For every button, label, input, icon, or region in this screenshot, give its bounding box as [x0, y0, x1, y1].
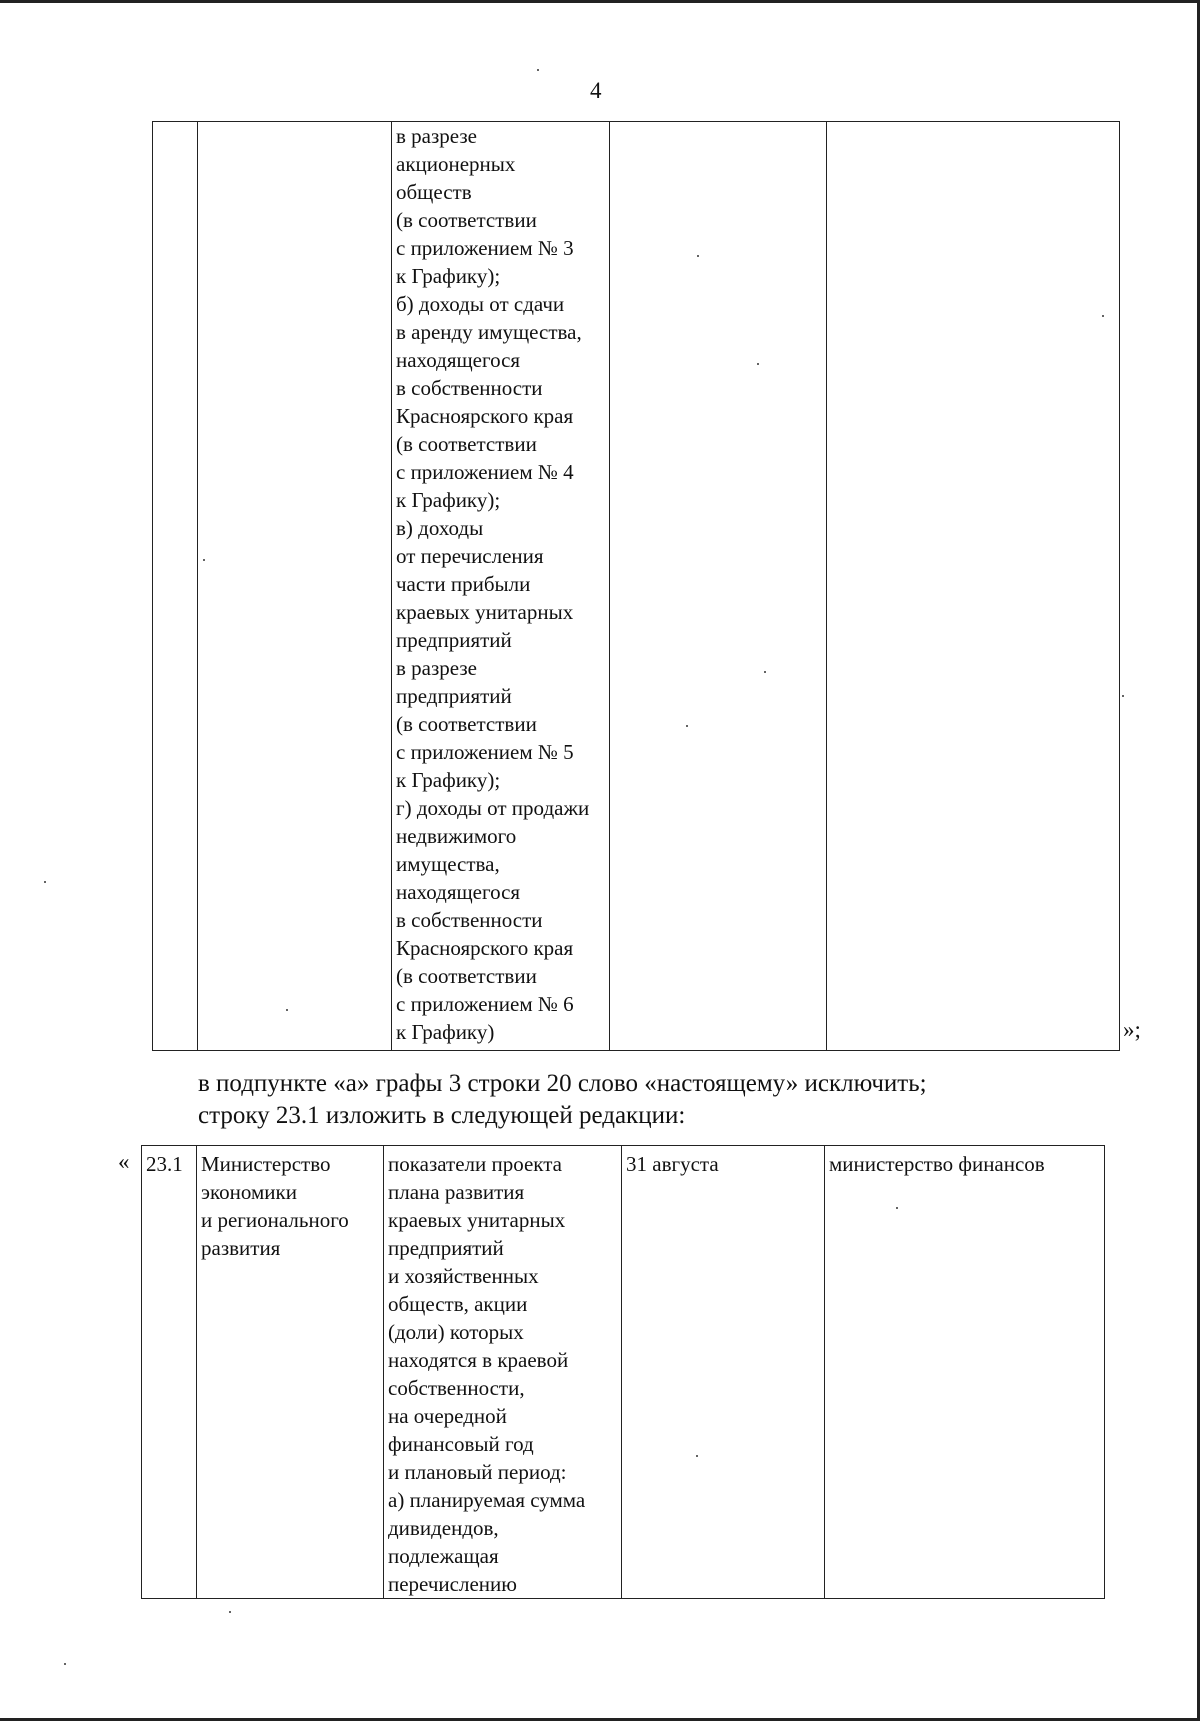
- scan-speck: [1122, 695, 1124, 697]
- indicator-line: (в соответствии: [396, 432, 537, 456]
- indicator-line: краевых унитарных: [388, 1208, 566, 1232]
- indicator-line: и хозяйственных: [388, 1264, 539, 1288]
- indicator-line: в аренду имущества,: [396, 320, 582, 344]
- continued-table: [152, 121, 1120, 1051]
- scan-speck: [764, 671, 766, 673]
- indicator-line: находящегося: [396, 880, 521, 904]
- executor-line: экономики: [201, 1180, 297, 1204]
- scan-speck: [203, 559, 205, 561]
- indicator-line: подлежащая: [388, 1544, 499, 1568]
- indicator-line: предприятий: [396, 628, 512, 652]
- cell-indicators: [392, 122, 610, 1051]
- indicator-line: финансовый год: [388, 1432, 534, 1456]
- indicator-line: имущества,: [396, 852, 500, 876]
- indicator-line: в) доходы: [396, 516, 484, 540]
- indicator-line: с приложением № 3: [396, 236, 574, 260]
- scan-speck: [896, 1207, 898, 1209]
- indicator-line: (в соответствии: [396, 712, 537, 736]
- indicator-line: акционерных: [396, 152, 516, 176]
- indicator-line: (в соответствии: [396, 964, 537, 988]
- new-row-table: [141, 1145, 1105, 1599]
- scan-speck: [64, 1663, 66, 1665]
- indicator-line: Красноярского края: [396, 404, 574, 428]
- indicator-line: г) доходы от продажи: [396, 796, 590, 820]
- scan-speck: [537, 69, 539, 71]
- indicator-line: показатели проекта: [388, 1152, 562, 1176]
- indicator-line: с приложением № 4: [396, 460, 574, 484]
- scan-speck: [686, 725, 688, 727]
- indicator-line: к Графику);: [396, 488, 501, 512]
- amendment-paragraph-2: строку 23.1 изложить в следующей редакции:: [198, 1102, 686, 1129]
- cell-recipient: министерство финансов: [825, 1146, 1105, 1599]
- cell-executor: [197, 1146, 384, 1599]
- indicator-line: предприятий: [388, 1236, 504, 1260]
- indicator-line: Красноярского края: [396, 936, 574, 960]
- indicator-line: б) доходы от сдачи: [396, 292, 565, 316]
- indicator-line: в собственности: [396, 376, 543, 400]
- indicator-line: перечислению: [388, 1572, 517, 1596]
- indicator-line: краевых унитарных: [396, 600, 574, 624]
- opening-quote: «: [118, 1149, 130, 1174]
- scan-speck: [229, 1611, 231, 1613]
- scan-speck: [697, 255, 699, 257]
- indicator-line: части прибыли: [396, 572, 531, 596]
- indicator-line: к Графику);: [396, 264, 501, 288]
- indicator-line: в собственности: [396, 908, 543, 932]
- indicator-line: на очередной: [388, 1404, 507, 1428]
- amendment-paragraph-1: в подпункте «а» графы 3 строки 20 слово «настоящему» исключить;: [198, 1070, 927, 1097]
- indicator-line: обществ, акции: [388, 1292, 528, 1316]
- indicator-line: дивидендов,: [388, 1516, 499, 1540]
- executor-line: Министерство: [201, 1152, 331, 1176]
- indicator-line: с приложением № 5: [396, 740, 574, 764]
- indicator-line: находящегося: [396, 348, 521, 372]
- indicator-line: в разрезе: [396, 656, 477, 680]
- indicator-line: обществ: [396, 180, 472, 204]
- indicator-line: от перечисления: [396, 544, 544, 568]
- scan-speck: [757, 363, 759, 365]
- cell-number: [153, 122, 198, 1051]
- indicator-line: к Графику): [396, 1020, 495, 1044]
- indicator-line: (доли) которых: [388, 1320, 524, 1344]
- indicator-line: с приложением № 6: [396, 992, 574, 1016]
- indicator-line: недвижимого: [396, 824, 517, 848]
- indicator-line: к Графику);: [396, 768, 501, 792]
- cell-deadline: 31 августа: [622, 1146, 825, 1599]
- cell-recipient: [827, 122, 1120, 1051]
- cell-deadline: [610, 122, 827, 1051]
- indicator-line: и плановый период:: [388, 1460, 567, 1484]
- scan-speck: [286, 1009, 288, 1011]
- indicator-line: а) планируемая сумма: [388, 1488, 586, 1512]
- indicator-line: в разрезе: [396, 124, 477, 148]
- executor-line: развития: [201, 1236, 281, 1260]
- row-number: 23.1: [142, 1146, 197, 1599]
- indicator-line: (в соответствии: [396, 208, 537, 232]
- scan-speck: [696, 1455, 698, 1457]
- executor-line: и регионального: [201, 1208, 349, 1232]
- table-row: [153, 122, 1120, 1051]
- indicator-line: плана развития: [388, 1180, 525, 1204]
- page-number: 4: [590, 78, 602, 103]
- cell-indicators: [384, 1146, 622, 1599]
- scan-speck: [1102, 315, 1104, 317]
- indicator-line: находятся в краевой: [388, 1348, 569, 1372]
- scan-speck: [44, 881, 46, 883]
- indicator-line: предприятий: [396, 684, 512, 708]
- closing-quote: »;: [1123, 1017, 1141, 1042]
- indicator-line: собственности,: [388, 1376, 525, 1400]
- table-row: [142, 1146, 1105, 1599]
- cell-executor: [198, 122, 392, 1051]
